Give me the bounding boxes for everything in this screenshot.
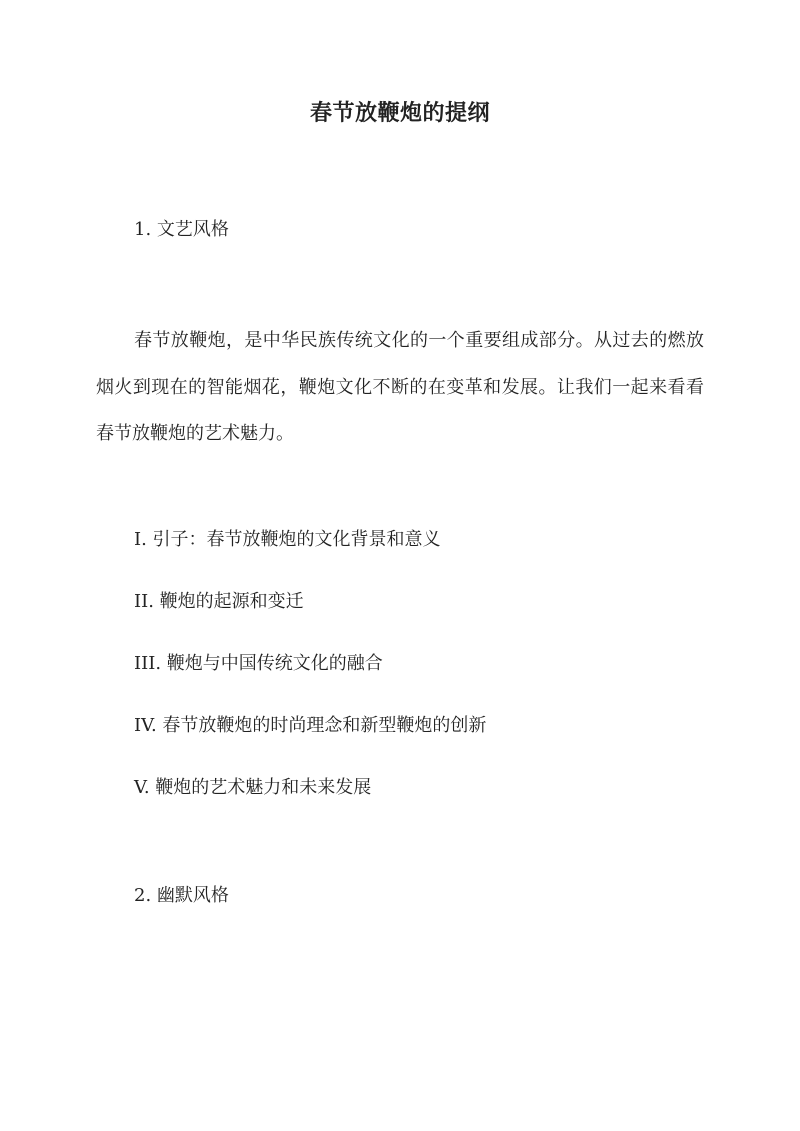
section-heading-literary: 1. 文艺风格 [134,219,229,240]
outline-list [134,526,486,836]
intro-paragraph: 春节放鞭炮，是中华民族传统文化的一个重要组成部分。从过去的燃放烟火到现在的智能烟花，鞭炮文化不断的在变革和发展。让我们一起来看看春节放鞭炮的艺术魅力。 [96,330,704,444]
section-heading-humor: 2. 幽默风格 [134,885,229,906]
document-title: 春节放鞭炮的提纲 [309,100,490,126]
outline-item: IV. 春节放鞭炮的时尚理念和新型鞭炮的创新 [134,715,487,736]
outline-item: I. 引子：春节放鞭炮的文化背景和意义 [134,529,441,550]
outline-item: V. 鞭炮的艺术魅力和未来发展 [134,777,372,798]
outline-item: II. 鞭炮的起源和变迁 [134,591,304,612]
outline-item: III. 鞭炮与中国传统文化的融合 [134,653,383,674]
